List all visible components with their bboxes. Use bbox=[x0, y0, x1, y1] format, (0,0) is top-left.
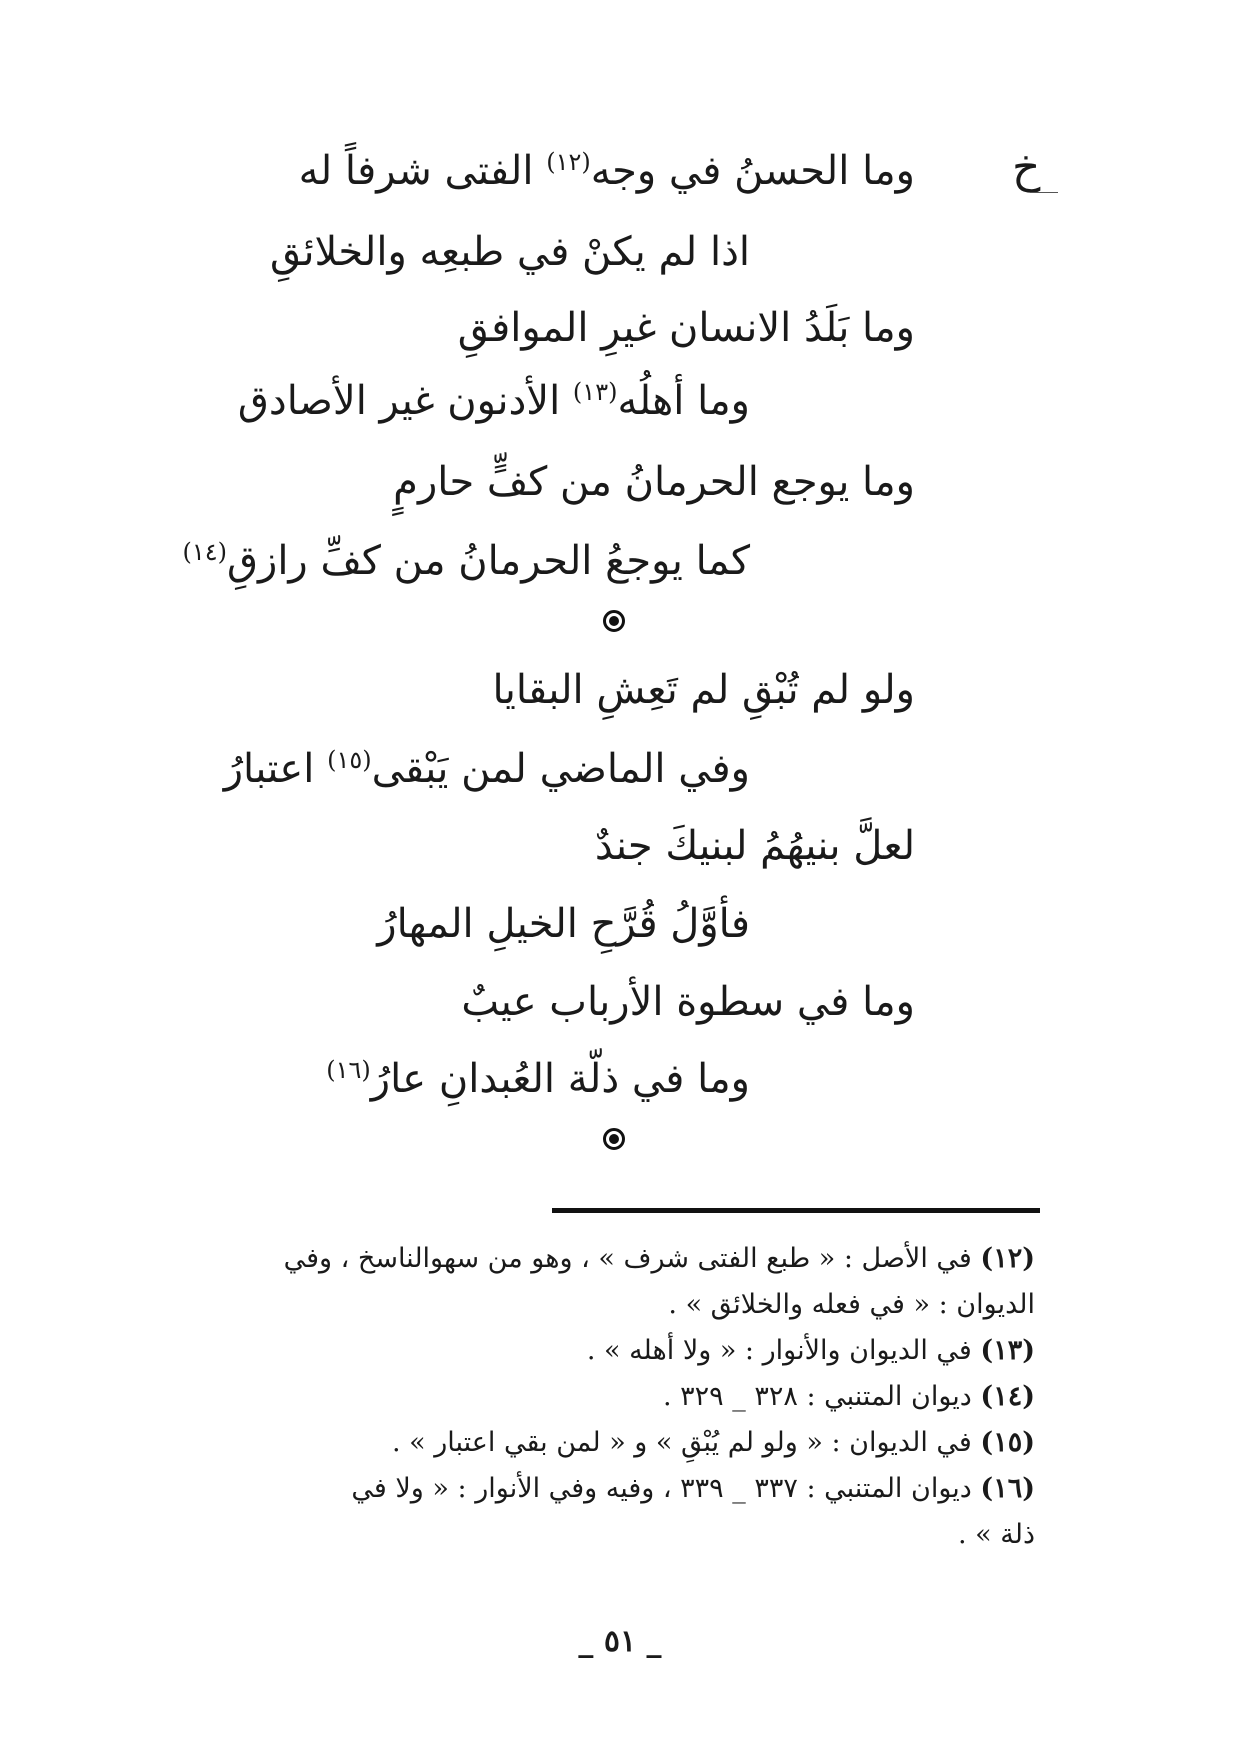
verse-tail: الفتى شرفاً له bbox=[298, 148, 534, 194]
verse-line-3 bbox=[457, 305, 915, 351]
verse-line-6 bbox=[182, 538, 750, 584]
verse-text: لعلَّ بنيهُمُ لبنيكَ جندٌ bbox=[594, 823, 915, 869]
footnote-16-continued bbox=[958, 1521, 1035, 1548]
verse-line-4 bbox=[237, 378, 750, 424]
section-ornament-icon bbox=[603, 1128, 625, 1150]
footnote-ref: (١٦) bbox=[326, 1056, 371, 1084]
footnote-14 bbox=[663, 1383, 1035, 1410]
verse-line-8 bbox=[223, 746, 750, 792]
footnote-number: (١٥) bbox=[980, 1427, 1035, 1458]
footnote-number: (١٢) bbox=[980, 1243, 1035, 1274]
verse-text: وفي الماضي لمن يَبْقى bbox=[371, 746, 750, 792]
footnote-ref: (١٣) bbox=[572, 378, 618, 406]
verse-tail: الأدنون غير الأصادق bbox=[237, 378, 561, 424]
verse-text: كما يوجعُ الحرمانُ من كفِّ رازقِ bbox=[226, 538, 750, 584]
footnote-ref: (١٢) bbox=[546, 148, 591, 176]
footnote-12-continued bbox=[668, 1291, 1035, 1318]
verse-text: وما في ذلّة العُبدانِ عارُ bbox=[370, 1056, 750, 1102]
verse-line-11 bbox=[461, 979, 915, 1025]
verse-text: وما بَلَدُ الانسان غيرِ الموافقِ bbox=[457, 305, 915, 351]
footnote-text: في الديوان والأنوار : « ولا أهله » . bbox=[586, 1335, 972, 1366]
footnote-12 bbox=[284, 1245, 1035, 1272]
verse-line-10 bbox=[377, 901, 750, 947]
verse-line-9 bbox=[594, 823, 915, 869]
verse-text: وما في سطوة الأرباب عيبٌ bbox=[461, 979, 915, 1025]
footnote-ref: (١٤) bbox=[182, 538, 227, 566]
verse-text: وما الحسنُ في وجه bbox=[590, 148, 915, 194]
footnote-divider bbox=[552, 1208, 1040, 1213]
verse-line-12 bbox=[326, 1056, 750, 1102]
verse-line-1 bbox=[298, 148, 915, 194]
margin-dash bbox=[1030, 192, 1058, 193]
verse-text: وما أهلُه bbox=[617, 378, 750, 424]
verse-tail: اعتبارُ bbox=[223, 746, 315, 792]
section-ornament-icon bbox=[603, 610, 625, 632]
verse-text: فأوَّلُ قُرَّحِ الخيلِ المهارُ bbox=[377, 901, 750, 947]
footnote-number: (١٦) bbox=[980, 1473, 1035, 1504]
verse-line-5 bbox=[393, 459, 915, 505]
page-number: _ ٥١ _ bbox=[578, 1624, 662, 1659]
footnote-text: ذلة » . bbox=[958, 1519, 1035, 1550]
verse-text: اذا لم يكنْ في طبعِه والخلائقِ bbox=[270, 229, 750, 275]
footnote-text: ديوان المتنبي : ٣٢٨ _ ٣٢٩ . bbox=[663, 1381, 972, 1412]
footnote-text: الديوان : « في فعله والخلائق » . bbox=[668, 1289, 1035, 1320]
footnote-13 bbox=[587, 1337, 1035, 1364]
footnote-text: في الديوان : « ولو لم يُبْقِ » و « لمن بقي اعتبار » . bbox=[391, 1427, 972, 1458]
footnote-ref: (١٥) bbox=[327, 746, 372, 774]
footnote-16 bbox=[351, 1475, 1035, 1502]
footnote-text: ديوان المتنبي : ٣٣٧ _ ٣٣٩ ، وفيه وفي الأنوار : « ولا في bbox=[351, 1473, 972, 1504]
footnote-number: (١٣) bbox=[980, 1335, 1035, 1366]
verse-text: وما يوجع الحرمانُ من كفٍّ حارمٍ bbox=[393, 459, 915, 505]
verse-line-2 bbox=[270, 229, 750, 275]
verse-line-7 bbox=[492, 667, 915, 713]
footnote-text: في الأصل : « طبع الفتى شرف » ، وهو من سهوالناسخ ، وفي bbox=[283, 1243, 972, 1274]
footnote-15 bbox=[392, 1429, 1035, 1456]
margin-note: خ bbox=[1012, 142, 1041, 193]
verse-text: ولو لم تُبْقِ لم تَعِشِ البقايا bbox=[492, 667, 915, 713]
footnote-number: (١٤) bbox=[980, 1381, 1035, 1412]
